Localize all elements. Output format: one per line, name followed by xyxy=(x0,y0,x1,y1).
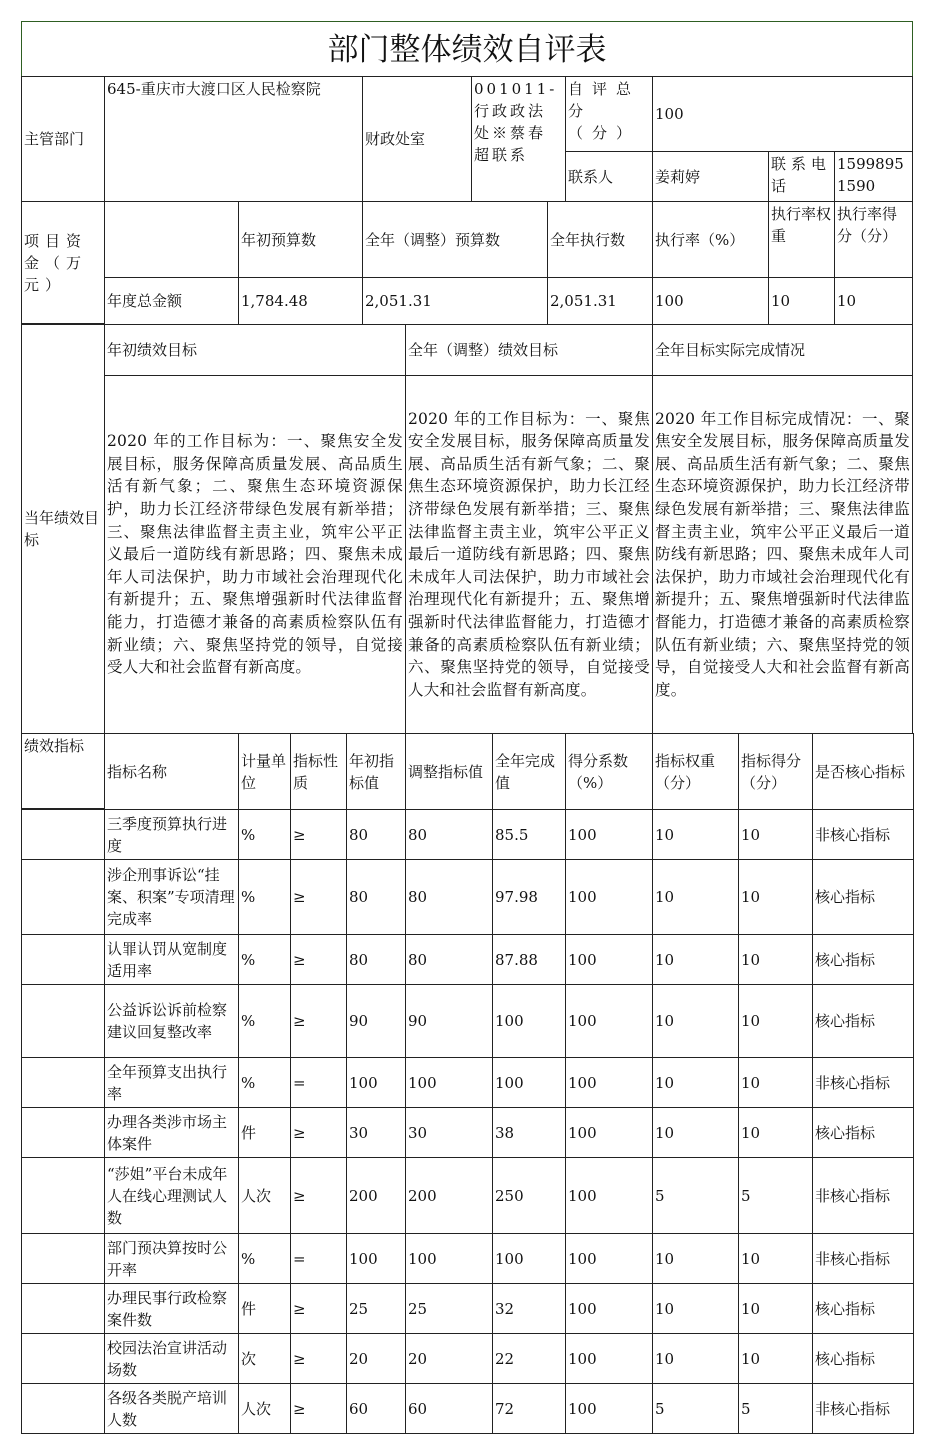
indicator-cell-completed-value: 85.5 xyxy=(492,809,566,860)
indicator-cell-score: 10 xyxy=(738,1233,813,1284)
indicator-cell-name: 认罪认罚从宽制度适用率 xyxy=(104,934,239,985)
goals-header-initial: 年初绩效目标 xyxy=(104,324,406,376)
indicator-cell-score-coef: 100 xyxy=(565,1283,653,1334)
indicator-cell-name: “莎姐”平台未成年人在线心理测试人数 xyxy=(104,1157,239,1234)
indicator-cell-core-flag: 核心指标 xyxy=(812,1283,914,1334)
indicator-cell-initial-value: 90 xyxy=(346,984,406,1058)
indicator-header-adjusted-value: 调整指标值 xyxy=(405,733,493,810)
indicator-row-blank xyxy=(21,809,105,860)
indicator-cell-name: 办理民事行政检察案件数 xyxy=(104,1283,239,1334)
indicator-cell-adjusted-value: 60 xyxy=(405,1383,493,1434)
indicator-cell-name: 办理各类涉市场主体案件 xyxy=(104,1107,239,1158)
indicator-cell-score-coef: 100 xyxy=(565,1333,653,1384)
indicator-cell-weight: 5 xyxy=(652,1383,739,1434)
indicator-cell-completed-value: 22 xyxy=(492,1333,566,1384)
indicator-cell-initial-value: 60 xyxy=(346,1383,406,1434)
funding-header-executed: 全年执行数 xyxy=(547,201,653,278)
indicator-cell-weight: 10 xyxy=(652,809,739,860)
indicator-cell-completed-value: 250 xyxy=(492,1157,566,1234)
phone-label: 联系电话 xyxy=(768,151,835,202)
page-title: 部门整体绩效自评表 xyxy=(21,21,913,77)
indicator-cell-score: 10 xyxy=(738,934,813,985)
indicator-cell-core-flag: 非核心指标 xyxy=(812,809,914,860)
indicator-cell-weight: 10 xyxy=(652,859,739,935)
indicator-cell-weight: 5 xyxy=(652,1157,739,1234)
indicator-cell-score-coef: 100 xyxy=(565,1107,653,1158)
indicator-cell-score-coef: 100 xyxy=(565,1057,653,1108)
indicator-cell-adjusted-value: 20 xyxy=(405,1333,493,1384)
indicator-cell-name: 校园法治宣讲活动场数 xyxy=(104,1333,239,1384)
indicator-cell-score: 10 xyxy=(738,859,813,935)
indicator-cell-nature: = xyxy=(290,1233,347,1284)
funding-row-initial: 1,784.48 xyxy=(238,277,363,325)
indicator-cell-name: 三季度预算执行进度 xyxy=(104,809,239,860)
indicator-cell-name: 涉企刑事诉讼“挂案、积案”专项清理完成率 xyxy=(104,859,239,935)
indicator-cell-completed-value: 72 xyxy=(492,1383,566,1434)
indicator-header-initial-value: 年初指标值 xyxy=(346,733,406,810)
indicator-cell-unit: % xyxy=(238,934,291,985)
funding-header-weight: 执行率权重 xyxy=(768,201,835,278)
indicator-cell-score: 5 xyxy=(738,1157,813,1234)
indicator-cell-score-coef: 100 xyxy=(565,1157,653,1234)
indicator-cell-completed-value: 100 xyxy=(492,1233,566,1284)
indicator-cell-score: 10 xyxy=(738,1333,813,1384)
indicator-header-score: 指标得分（分） xyxy=(738,733,813,810)
indicator-cell-completed-value: 100 xyxy=(492,1057,566,1108)
indicator-cell-score-coef: 100 xyxy=(565,859,653,935)
finance-contact: 001011-行政政法处※蔡春超联系 xyxy=(471,76,566,202)
self-score-label: 自评总分（分） xyxy=(565,76,653,152)
indicator-cell-name: 各级各类脱产培训人数 xyxy=(104,1383,239,1434)
indicator-cell-weight: 10 xyxy=(652,1283,739,1334)
self-score-value: 100 xyxy=(652,76,913,152)
indicator-cell-core-flag: 核心指标 xyxy=(812,859,914,935)
indicator-cell-adjusted-value: 80 xyxy=(405,859,493,935)
indicator-row-blank xyxy=(21,1283,105,1334)
indicator-cell-adjusted-value: 80 xyxy=(405,809,493,860)
contact-name: 姜莉婷 xyxy=(652,151,769,202)
indicator-cell-score: 10 xyxy=(738,1057,813,1108)
indicator-cell-initial-value: 80 xyxy=(346,809,406,860)
indicator-row-blank xyxy=(21,1107,105,1158)
goals-initial-text: 2020 年的工作目标为：一、聚焦安全发展目标，服务保障高质量发展、高品质生活有新气象；二、聚焦生态环境资源保护，助力长江经济带绿色发展有新举措；三、聚焦法律监督主责主业，筑牢公平正义最后一道防线有新思路；四、聚焦未成年人司法保护，助力市域社会治理现代化有新提升；五、聚焦增强新时代法律监督能力，打造德才兼备的高素质检察队伍有新业绩；六、聚焦坚持党的领导，自觉接受人大和社会监督有新高度。 xyxy=(104,375,406,734)
indicator-cell-score-coef: 100 xyxy=(565,1233,653,1284)
indicator-cell-completed-value: 87.88 xyxy=(492,934,566,985)
indicator-cell-adjusted-value: 80 xyxy=(405,934,493,985)
indicator-header-name: 指标名称 xyxy=(104,733,239,810)
indicator-row-blank xyxy=(21,1057,105,1108)
indicator-cell-score: 10 xyxy=(738,809,813,860)
indicator-cell-nature: ≥ xyxy=(290,1107,347,1158)
indicator-cell-score-coef: 100 xyxy=(565,934,653,985)
indicator-cell-name: 全年预算支出执行率 xyxy=(104,1057,239,1108)
indicator-row-blank xyxy=(21,1233,105,1284)
indicator-cell-unit: % xyxy=(238,1057,291,1108)
indicators-label: 绩效指标 xyxy=(21,733,105,809)
indicator-cell-name: 公益诉讼诉前检察建议回复整改率 xyxy=(104,984,239,1058)
indicator-cell-unit: % xyxy=(238,809,291,860)
indicator-cell-core-flag: 核心指标 xyxy=(812,984,914,1058)
indicator-cell-weight: 10 xyxy=(652,1233,739,1284)
dept-label: 主管部门 xyxy=(21,76,105,202)
indicator-cell-initial-value: 25 xyxy=(346,1283,406,1334)
indicator-cell-adjusted-value: 25 xyxy=(405,1283,493,1334)
indicator-cell-nature: ≥ xyxy=(290,1383,347,1434)
funding-row-rate: 100 xyxy=(652,277,769,325)
funding-row-score: 10 xyxy=(834,277,913,325)
funding-header-rate: 执行率（%） xyxy=(652,201,769,278)
phone-value: 15998951590 xyxy=(834,151,913,202)
indicator-header-core-flag: 是否核心指标 xyxy=(812,733,914,810)
indicator-header-unit: 计量单位 xyxy=(238,733,291,810)
indicator-cell-core-flag: 非核心指标 xyxy=(812,1157,914,1234)
indicator-cell-initial-value: 80 xyxy=(346,934,406,985)
indicator-cell-weight: 10 xyxy=(652,1057,739,1108)
indicator-cell-unit: % xyxy=(238,984,291,1058)
indicator-cell-score: 10 xyxy=(738,1107,813,1158)
indicator-cell-nature: ≥ xyxy=(290,1157,347,1234)
indicator-header-completed-value: 全年完成值 xyxy=(492,733,566,810)
indicator-cell-nature: ≥ xyxy=(290,809,347,860)
indicator-row-blank xyxy=(21,1157,105,1234)
contact-label: 联系人 xyxy=(565,151,653,202)
indicator-cell-unit: % xyxy=(238,859,291,935)
dept-name: 645-重庆市大渡口区人民检察院 xyxy=(104,76,363,202)
goals-actual-text: 2020 年工作目标完成情况：一、聚焦安全发展目标，服务保障高质量发展、高品质生活有新气象；二、聚焦生态环境资源保护，助力长江经济带绿色发展有新举措；三、聚焦法律监督主责主业，筑牢公平正义最后一道防线有新思路；四、聚焦未成年人司法保护，助力市域社会治理现代化有新提升；五、聚焦增强新时代法律监督能力，打造德才兼备的高素质检察队伍有新业绩；六、聚焦坚持党的领导，自觉接受人大和社会监督有新高度。 xyxy=(652,375,913,734)
indicator-cell-adjusted-value: 100 xyxy=(405,1233,493,1284)
indicator-cell-score: 5 xyxy=(738,1383,813,1434)
indicator-cell-completed-value: 100 xyxy=(492,984,566,1058)
indicator-cell-completed-value: 32 xyxy=(492,1283,566,1334)
indicator-cell-core-flag: 核心指标 xyxy=(812,1333,914,1384)
indicator-header-weight: 指标权重（分） xyxy=(652,733,739,810)
funding-header-initial: 年初预算数 xyxy=(238,201,363,278)
indicator-cell-core-flag: 非核心指标 xyxy=(812,1383,914,1434)
indicator-row-blank xyxy=(21,1333,105,1384)
indicator-cell-nature: ≥ xyxy=(290,859,347,935)
goals-header-adjusted: 全年（调整）绩效目标 xyxy=(405,324,653,376)
indicator-cell-nature: ≥ xyxy=(290,1283,347,1334)
indicator-cell-score-coef: 100 xyxy=(565,1383,653,1434)
funding-row-weight: 10 xyxy=(768,277,835,325)
indicator-header-score-coef: 得分系数（%） xyxy=(565,733,653,810)
indicator-row-blank xyxy=(21,984,105,1058)
indicator-cell-weight: 10 xyxy=(652,934,739,985)
indicator-cell-unit: 件 xyxy=(238,1283,291,1334)
indicator-cell-weight: 10 xyxy=(652,1107,739,1158)
indicator-cell-adjusted-value: 30 xyxy=(405,1107,493,1158)
indicator-row-blank xyxy=(21,1383,105,1434)
indicator-cell-nature: ≥ xyxy=(290,934,347,985)
indicator-cell-initial-value: 100 xyxy=(346,1233,406,1284)
indicator-cell-nature: ≥ xyxy=(290,984,347,1058)
indicator-cell-score-coef: 100 xyxy=(565,809,653,860)
indicator-cell-unit: 次 xyxy=(238,1333,291,1384)
funding-row-executed: 2,051.31 xyxy=(547,277,653,325)
indicator-cell-weight: 10 xyxy=(652,1333,739,1384)
indicator-row-blank xyxy=(21,859,105,935)
indicator-cell-core-flag: 核心指标 xyxy=(812,934,914,985)
finance-office-label: 财政处室 xyxy=(362,76,472,202)
indicator-cell-unit: 人次 xyxy=(238,1157,291,1234)
indicator-cell-initial-value: 200 xyxy=(346,1157,406,1234)
indicator-cell-initial-value: 100 xyxy=(346,1057,406,1108)
indicator-cell-core-flag: 非核心指标 xyxy=(812,1233,914,1284)
indicator-cell-unit: 件 xyxy=(238,1107,291,1158)
funding-header-blank xyxy=(104,201,239,278)
indicator-cell-nature: ≥ xyxy=(290,1333,347,1384)
indicator-cell-adjusted-value: 200 xyxy=(405,1157,493,1234)
indicator-cell-name: 部门预决算按时公开率 xyxy=(104,1233,239,1284)
indicator-cell-weight: 10 xyxy=(652,984,739,1058)
indicator-cell-completed-value: 38 xyxy=(492,1107,566,1158)
funding-header-score: 执行率得分（分） xyxy=(834,201,913,278)
indicator-cell-core-flag: 核心指标 xyxy=(812,1107,914,1158)
indicator-cell-adjusted-value: 90 xyxy=(405,984,493,1058)
indicator-cell-initial-value: 20 xyxy=(346,1333,406,1384)
indicator-cell-unit: 人次 xyxy=(238,1383,291,1434)
indicator-cell-completed-value: 97.98 xyxy=(492,859,566,935)
indicator-row-blank xyxy=(21,934,105,985)
indicator-cell-initial-value: 30 xyxy=(346,1107,406,1158)
indicator-cell-score: 10 xyxy=(738,984,813,1058)
indicator-cell-score: 10 xyxy=(738,1283,813,1334)
indicator-cell-score-coef: 100 xyxy=(565,984,653,1058)
funding-label: 项目资金（万元） xyxy=(21,201,105,324)
funding-header-adjusted: 全年（调整）预算数 xyxy=(362,201,548,278)
indicator-cell-initial-value: 80 xyxy=(346,859,406,935)
goals-label: 当年绩效目标 xyxy=(21,324,105,734)
indicator-header-nature: 指标性质 xyxy=(290,733,347,810)
indicator-cell-nature: = xyxy=(290,1057,347,1108)
goals-header-actual: 全年目标实际完成情况 xyxy=(652,324,913,376)
indicator-cell-core-flag: 非核心指标 xyxy=(812,1057,914,1108)
funding-row-adjusted: 2,051.31 xyxy=(362,277,548,325)
indicator-cell-unit: % xyxy=(238,1233,291,1284)
goals-adjusted-text: 2020 年的工作目标为：一、聚焦安全发展目标，服务保障高质量发展、高品质生活有新气象；二、聚焦生态环境资源保护，助力长江经济带绿色发展有新举措；三、聚焦法律监督主责主业，筑牢公平正义最后一道防线有新思路；四、聚焦未成年人司法保护，助力市域社会治理现代化有新提升；五、聚焦增强新时代法律监督能力，打造德才兼备的高素质检察队伍有新业绩；六、聚焦坚持党的领导，自觉接受人大和社会监督有新高度。 xyxy=(405,375,653,734)
funding-row-label: 年度总金额 xyxy=(104,277,239,325)
indicator-cell-adjusted-value: 100 xyxy=(405,1057,493,1108)
